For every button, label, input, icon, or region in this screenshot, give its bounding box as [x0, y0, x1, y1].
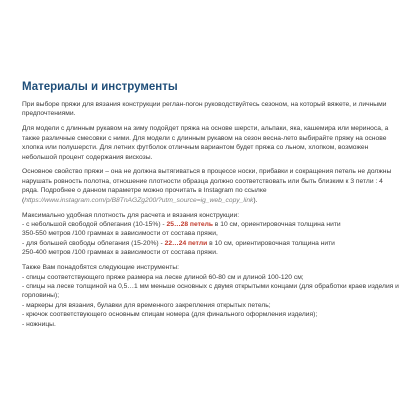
tools-item-scissors: - ножницы.	[22, 320, 56, 328]
gauge-line-1-a: - с небольшой свободой облегания (10-15%) -	[22, 220, 167, 228]
paragraph-yarn-property	[22, 167, 400, 205]
tools-item-markers: - маркеры для вязания, булавки для временного закрепления открытых петель;	[22, 301, 271, 309]
gauge-block	[22, 211, 400, 258]
gauge-intro: Максимально удобная плотность для расчета и вязания конструкции:	[22, 211, 240, 219]
gauge-line-3-a: - для большей свободы облегания (15-20%) -	[22, 239, 165, 247]
paragraph-season: Для модели с длинным рукавом на зиму подойдет пряжа на основе шерсти, альпаки, яка, кашемира или мериноса, а также различные смесовки с ними. Для модели с длинным рукавом на сезон весна-лето выбирайте пряжу на основе хлопка или полушерсти. Для летних футболок отличным вариантом будет пряжа со льном, хлопком, возможен небольшой процент содержания вискозы.	[22, 125, 389, 161]
tools-block	[22, 263, 400, 329]
gauge-highlight-2: 22…24 петли	[164, 239, 208, 247]
gauge-line-4: 250-400 метров /100 граммах в зависимости от состава пряжи.	[22, 249, 218, 257]
gauge-line-3	[22, 239, 400, 248]
tools-item-needles: - спицы соответствующего пряже размера на леске длиной 60-80 см и длиной 100-120 см;	[22, 273, 304, 281]
tools-item-thin-needles: - спицы на леске толщиной на 0,5…1 мм меньше основных с двумя открытыми концами (для обработки краев изделия и горловины);	[22, 282, 399, 300]
paragraph-intro: При выборе пряжи для вязания конструкции реглан-погон руководствуйтесь сезоном, на который вяжете, и личными предпочтениями.	[22, 101, 387, 118]
document-page	[22, 80, 400, 334]
section-heading: Материалы и инструменты	[22, 81, 178, 93]
gauge-line-1	[22, 220, 400, 229]
yarn-property-text: Основное свойство пряжи – она не должна вытягиваться в процессе носки, прибавки и сокращения петель не должны нарушать ровность полотна, отношение плотности образца должно соответствовать или быть близким к 3 петли : 4 ряда. Подробнее о данном параметре можно прочитать в Instagram по ссылке (	[22, 168, 392, 204]
instagram-link[interactable]: https://www.instagram.com/p/B8TnAGZg200/?utm_source=ig_web_copy_link	[24, 196, 254, 204]
gauge-line-2: 350-550 метров /100 граммах в зависимости от состава пряжи,	[22, 230, 218, 238]
gauge-highlight-1: 25…28 петель	[166, 220, 213, 228]
tools-item-hook: - крючок соответствующего основным спицам номера (для финального оформления изделия);	[22, 311, 318, 319]
gauge-line-1-b: в 10 см, ориентировочная толщина нити	[212, 220, 341, 228]
tools-intro: Также Вам понадобятся следующие инструменты:	[22, 264, 179, 272]
gauge-line-3-b: в 10 см, ориентировочная толщина нити	[207, 239, 335, 247]
yarn-property-end: ).	[253, 196, 258, 204]
